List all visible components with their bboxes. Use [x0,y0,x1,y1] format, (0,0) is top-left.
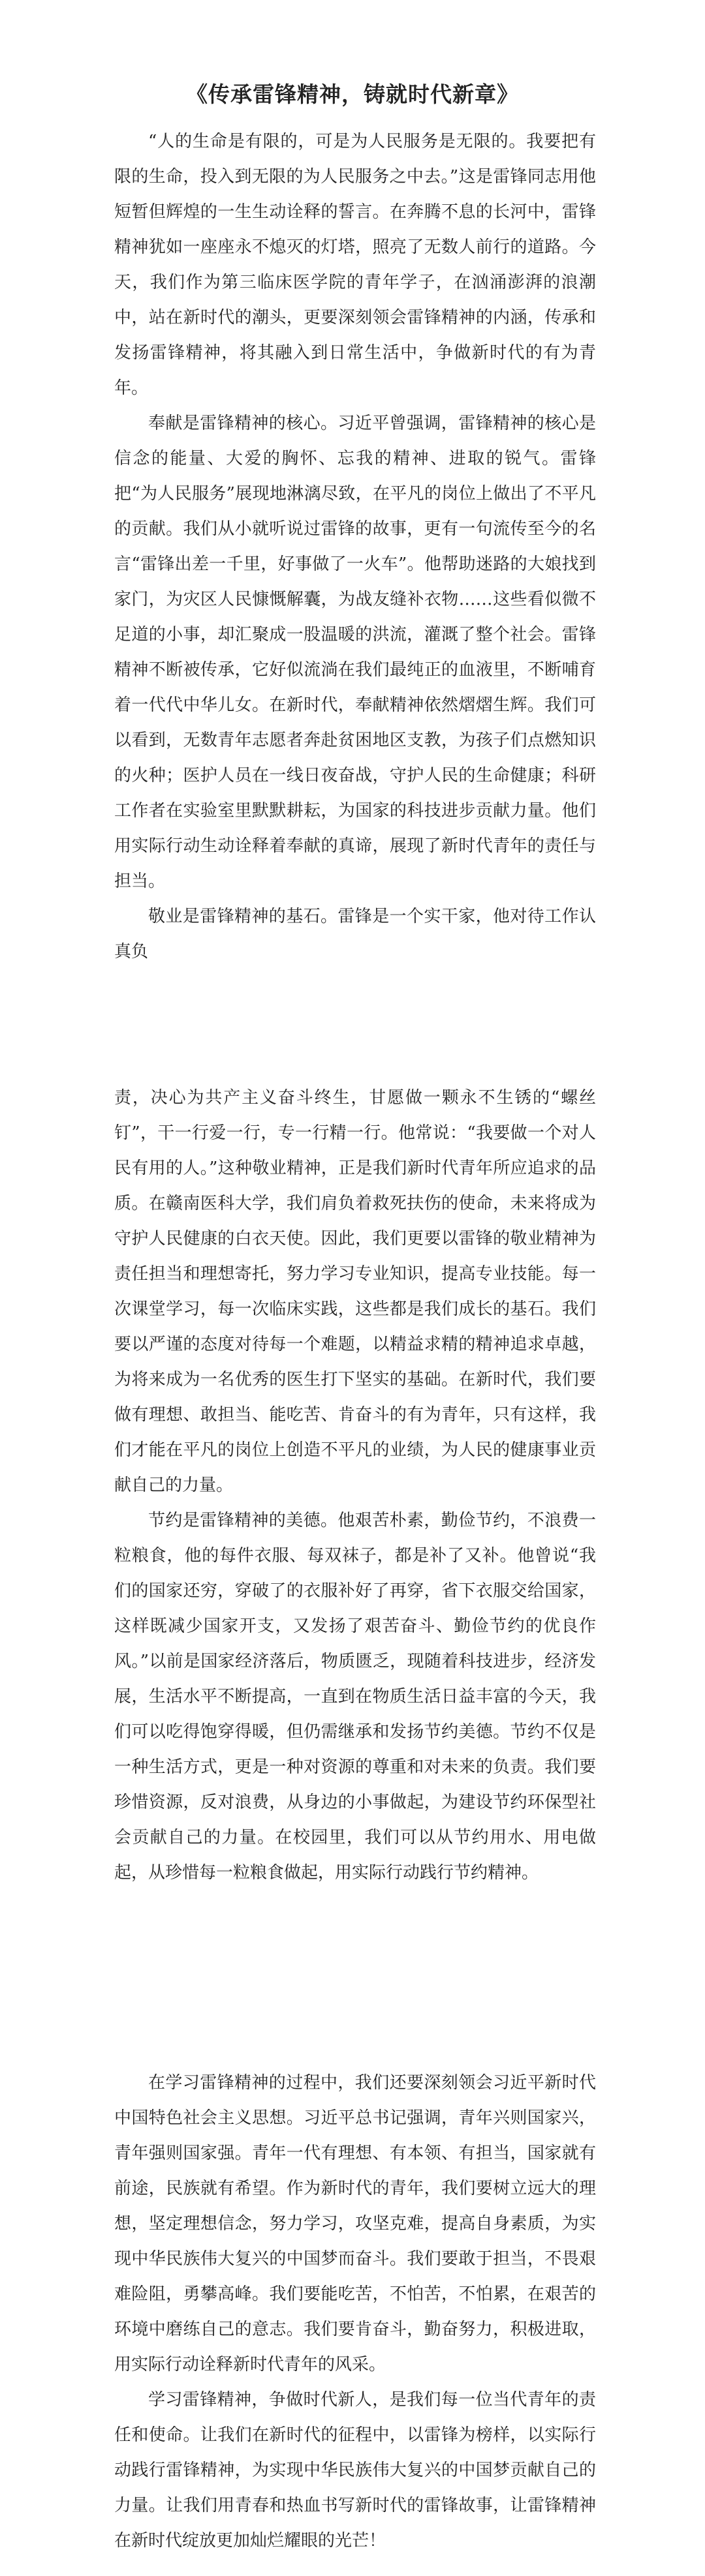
paragraph-conclusion: 学习雷锋精神，争做时代新人，是我们每一位当代青年的责任和使命。让我们在新时代的征程中，以雷锋为榜样，以实际行动践行雷锋精神，为实现中华民族伟大复兴的中国梦贡献自己的力量。让我们用青春和热血书写新时代的雷锋故事，让雷锋精神在新时代绽放更加灿烂耀眼的光芒！ [114,2390,596,2551]
text-block-2 [114,1080,596,1890]
paragraph-intro: “人的生命是有限的，可是为人民服务是无限的。我要把有限的生命，投入到无限的为人民服务之中去。”这是雷锋同志用他短暂但辉煌的一生生动诠释的誓言。在奔腾不息的长河中，雷锋精神犹如一座座永不熄灭的灯塔，照亮了无数人前行的道路。今天，我们作为第三临床医学院的青年学子，在汹涌澎湃的浪潮中，站在新时代的潮头，更要深刻领会雷锋精神的内涵，传承和发扬雷锋精神，将其融入到日常生活中，争做新时代的有为青年。 [114,132,596,398]
paragraph-dedication: 奉献是雷锋精神的核心。习近平曾强调，雷锋精神的核心是信念的能量、大爱的胸怀、忘我的精神、进取的锐气。雷锋把“为人民服务”展现地淋漓尽致，在平凡的岗位上做出了不平凡的贡献。我们从小就听说过雷锋的故事，更有一句流传至今的名言“雷锋出差一千里，好事做了一火车”。他帮助迷路的大娘找到家门，为灾区人民慷慨解囊，为战友缝补衣物……这些看似微不足道的小事，却汇聚成一股温暖的洪流，灌溉了整个社会。雷锋精神不断被传承，它好似流淌在我们最纯正的血液里，不断哺育着一代代中华儿女。在新时代，奉献精神依然熠熠生辉。我们可以看到，无数青年志愿者奔赴贫困地区支教，为孩子们点燃知识的火种；医护人员在一线日夜奋战，守护人民的生命健康；科研工作者在实验室里默默耕耘，为国家的科技进步贡献力量。他们用实际行动生动诠释着奉献的真谛，展现了新时代青年的责任与担当。 [114,414,596,891]
article-title: 《传承雷锋精神，铸就时代新章》 [186,82,519,107]
text-block-3 [114,2065,596,2558]
paragraph-frugality: 节约是雷锋精神的美德。他艰苦朴素，勤俭节约，不浪费一粒粮食，他的每件衣服、每双袜子，都是补了又补。他曾说“我们的国家还穷，穿破了的衣服补好了再穿，省下衣服交给国家，这样既减少国家开支，又发扬了艰苦奋斗、勤俭节约的优良作风。”以前是国家经济落后，物质匮乏，现随着科技进步，经济发展，生活水平不断提高，一直到在物质生活日益丰富的今天，我们可以吃得饱穿得暖，但仍需继承和发扬节约美德。节约不仅是一种生活方式，更是一种对资源的尊重和对未来的负责。我们要珍惜资源，反对浪费，从身边的小事做起，为建设节约环保型社会贡献自己的力量。在校园里，我们可以从节约用水、用电做起，从珍惜每一粒粮食做起，用实际行动践行节约精神。 [114,1511,596,1883]
text-block-1 [114,124,596,969]
paragraph-thought: 在学习雷锋精神的过程中，我们还要深刻领会习近平新时代中国特色社会主义思想。习近平总书记强调，青年兴则国家兴，青年强则国家强。青年一代有理想、有本领、有担当，国家就有前途，民族就有希望。作为新时代的青年，我们要树立远大的理想，坚定理想信念，努力学习，攻坚克难，提高自身素质，为实现中华民族伟大复兴的中国梦而奋斗。我们要敢于担当，不畏艰难险阻，勇攀高峰。我们要能吃苦，不怕苦，不怕累，在艰苦的环境中磨练自己的意志。我们要肯奋斗，勤奋努力，积极进取，用实际行动诠释新时代青年的风采。 [114,2073,596,2374]
paragraph-dedication-work-start: 敬业是雷锋精神的基石。雷锋是一个实干家，他对待工作认真负 [114,907,596,962]
paragraph-dedication-work-continued: 责，决心为共产主义奋斗终生，甘愿做一颗永不生锈的“螺丝钉”，干一行爱一行，专一行精一行。他常说：“我要做一个对人民有用的人。”这种敬业精神，正是我们新时代青年所应追求的品质。在赣南医科大学，我们肩负着救死扶伤的使命，未来将成为守护人民健康的白衣天使。因此，我们更要以雷锋的敬业精神为责任担当和理想寄托，努力学习专业知识，提高专业技能。每一次课堂学习，每一次临床实践，这些都是我们成长的基石。我们要以严谨的态度对待每一个难题，以精益求精的精神追求卓越，为将来成为一名优秀的医生打下坚实的基础。在新时代，我们要做有理想、敢担当、能吃苦、肯奋斗的有为青年，只有这样，我们才能在平凡的岗位上创造不平凡的业绩，为人民的健康事业贡献自己的力量。 [114,1088,596,1495]
